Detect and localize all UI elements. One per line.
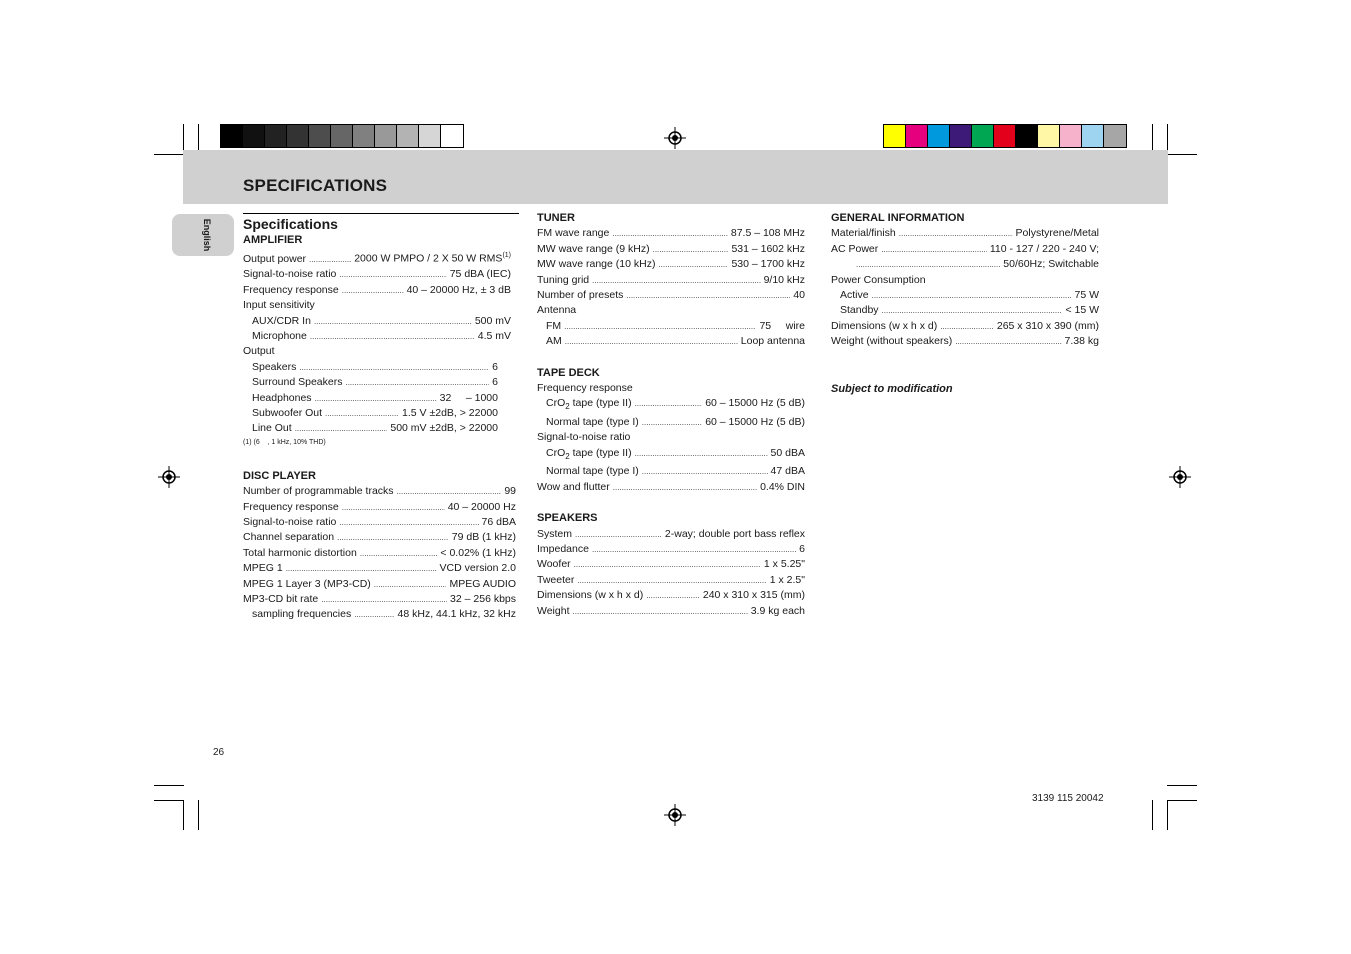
color-swatch: [397, 125, 419, 147]
registration-mark-icon: [1169, 466, 1191, 488]
spec-row: Tuning grid ..... 9/10 kHz: [537, 273, 805, 288]
color-swatch: [1082, 125, 1104, 147]
spec-row: Signal-to-noise ratio ..... 75 dBA (IEC): [243, 267, 511, 282]
spec-row: Line Out ..... 500 mV ±2dB, > 22000: [243, 421, 498, 436]
crop-mark: [198, 800, 199, 830]
spec-row: Channel separation ..... 79 dB (1 kHz): [243, 530, 516, 545]
color-swatch: [287, 125, 309, 147]
spec-row: Standby ..... < 15 W: [831, 303, 1099, 318]
crop-mark: [1167, 154, 1197, 155]
spec-row: Wow and flutter ..... 0.4% DIN: [537, 480, 805, 495]
grayscale-color-bar: [220, 124, 464, 148]
crop-mark: [154, 800, 184, 801]
column-general: [831, 211, 1099, 397]
color-swatch: [950, 125, 972, 147]
registration-mark-icon: [664, 804, 686, 826]
subject-to-modification: Subject to modification: [831, 382, 953, 395]
spec-row: Frequency response ..... 40 – 20000 Hz: [243, 500, 516, 515]
language-label: English: [202, 218, 212, 252]
registration-mark-icon: [158, 466, 180, 488]
crop-mark: [154, 154, 184, 155]
cmyk-color-bar: [883, 124, 1127, 148]
spec-row: ..... 50/60Hz; Switchable: [831, 257, 1099, 272]
color-swatch: [972, 125, 994, 147]
spec-row: CrO$_2$ tape (type II) ..... 60 – 15000 Hz (5 dB): [537, 396, 805, 415]
spec-row: Output power ..... 2000 W PMPO / 2 X 50 W RMS$^{(1)}$: [243, 248, 511, 267]
spec-row: MW wave range (9 kHz) ..... 531 – 1602 kHz: [537, 242, 805, 257]
color-swatch: [1016, 125, 1038, 147]
spec-label: Signal-to-noise ratio: [537, 431, 631, 444]
spec-row: Speakers ..... 6: [243, 360, 498, 375]
spec-row: Number of presets ..... 40: [537, 288, 805, 303]
spec-row: Dimensions (w x h x d) ..... 265 x 310 x 390 (mm): [831, 319, 1099, 334]
tuner-heading: TUNER: [537, 212, 575, 224]
crop-mark: [1167, 785, 1197, 786]
crop-mark: [1167, 800, 1168, 830]
spec-row: Material/finish ..... Polystyrene/Metal: [831, 226, 1099, 241]
speakers-heading: SPEAKERS: [537, 512, 598, 525]
spec-row: Active ..... 75 W: [831, 288, 1099, 303]
color-swatch: [265, 125, 287, 147]
color-swatch: [353, 125, 375, 147]
spec-row: Dimensions (w x h x d) ..... 240 x 310 x 315 (mm): [537, 588, 805, 603]
color-swatch: [1060, 125, 1082, 147]
color-swatch: [884, 125, 906, 147]
spec-row: Tweeter ..... 1 x 2.5": [537, 573, 805, 588]
spec-label: Power Consumption: [831, 273, 926, 286]
section-heading: Specifications: [243, 216, 338, 232]
column-tuner-tape-speakers: [537, 211, 805, 619]
spec-row: Woofer ..... 1 x 5.25": [537, 557, 805, 572]
spec-row: AM ..... Loop antenna: [537, 334, 805, 349]
spec-row: Number of programmable tracks ..... 99: [243, 484, 516, 499]
spec-row: AC Power ..... 110 - 127 / 220 - 240 V;: [831, 242, 1099, 257]
spec-row: sampling frequencies ..... 48 kHz, 44.1 kHz, 32 kHz: [243, 607, 516, 622]
amplifier-heading: AMPLIFIER: [243, 234, 303, 246]
color-swatch: [243, 125, 265, 147]
color-swatch: [419, 125, 441, 147]
spec-label: Input sensitivity: [243, 299, 315, 312]
spec-row: Normal tape (type I) ..... 47 dBA: [537, 464, 805, 479]
color-swatch: [1038, 125, 1060, 147]
color-swatch: [1104, 125, 1126, 147]
color-swatch: [906, 125, 928, 147]
disc-player-heading: DISC PLAYER: [243, 469, 316, 482]
spec-row: Impedance ..... 6: [537, 542, 805, 557]
spec-row: Signal-to-noise ratio ..... 76 dBA: [243, 515, 516, 530]
footnote: (1) (6 , 1 kHz, 10% THD): [243, 438, 326, 446]
spec-row: System ..... 2-way; double port bass reflex: [537, 527, 805, 542]
page-title: SPECIFICATIONS: [243, 176, 388, 195]
registration-mark-icon: [664, 127, 686, 149]
spec-row: Headphones ..... 32 – 1000: [243, 391, 498, 406]
tape-deck-heading: TAPE DECK: [537, 366, 600, 379]
document-number: 3139 115 20042: [1032, 793, 1104, 804]
color-swatch: [441, 125, 463, 147]
spec-row: Total harmonic distortion ..... < 0.02% (1 kHz): [243, 546, 516, 561]
spec-row: Subwoofer Out ..... 1.5 V ±2dB, > 22000: [243, 406, 498, 421]
spec-row: AUX/CDR In ..... 500 mV: [243, 314, 511, 329]
column-amplifier-disc: [243, 215, 516, 623]
color-swatch: [221, 125, 243, 147]
page-number: 26: [213, 747, 225, 758]
general-info-heading: GENERAL INFORMATION: [831, 212, 965, 224]
heading-rule: [243, 213, 519, 214]
color-swatch: [309, 125, 331, 147]
color-swatch: [994, 125, 1016, 147]
spec-label: Antenna: [537, 304, 577, 317]
spec-label: Output: [243, 345, 275, 358]
spec-row: Surround Speakers ..... 6: [243, 375, 498, 390]
color-swatch: [928, 125, 950, 147]
color-swatch: [331, 125, 353, 147]
crop-mark: [154, 785, 184, 786]
crop-mark: [1152, 800, 1153, 830]
crop-mark: [1167, 800, 1197, 801]
spec-row: FM ..... 75 wire: [537, 319, 805, 334]
color-swatch: [375, 125, 397, 147]
spec-row: FM wave range ..... 87.5 – 108 MHz: [537, 226, 805, 241]
spec-row: Microphone ..... 4.5 mV: [243, 329, 511, 344]
spec-row: MPEG 1 ..... VCD version 2.0: [243, 561, 516, 576]
crop-mark: [183, 800, 184, 830]
spec-label: Frequency response: [537, 382, 633, 395]
spec-row: MW wave range (10 kHz) ..... 530 – 1700 kHz: [537, 257, 805, 272]
spec-row: Normal tape (type I) ..... 60 – 15000 Hz (5 dB): [537, 415, 805, 430]
spec-row: Weight (without speakers) ..... 7.38 kg: [831, 334, 1099, 349]
spec-row: Frequency response ..... 40 – 20000 Hz, ± 3 dB: [243, 283, 511, 298]
spec-row: MP3-CD bit rate ..... 32 – 256 kbps: [243, 592, 516, 607]
spec-row: MPEG 1 Layer 3 (MP3-CD) ..... MPEG AUDIO: [243, 577, 516, 592]
spec-row: CrO$_2$ tape (type II) ..... 50 dBA: [537, 446, 805, 465]
spec-row: Weight ..... 3.9 kg each: [537, 604, 805, 619]
